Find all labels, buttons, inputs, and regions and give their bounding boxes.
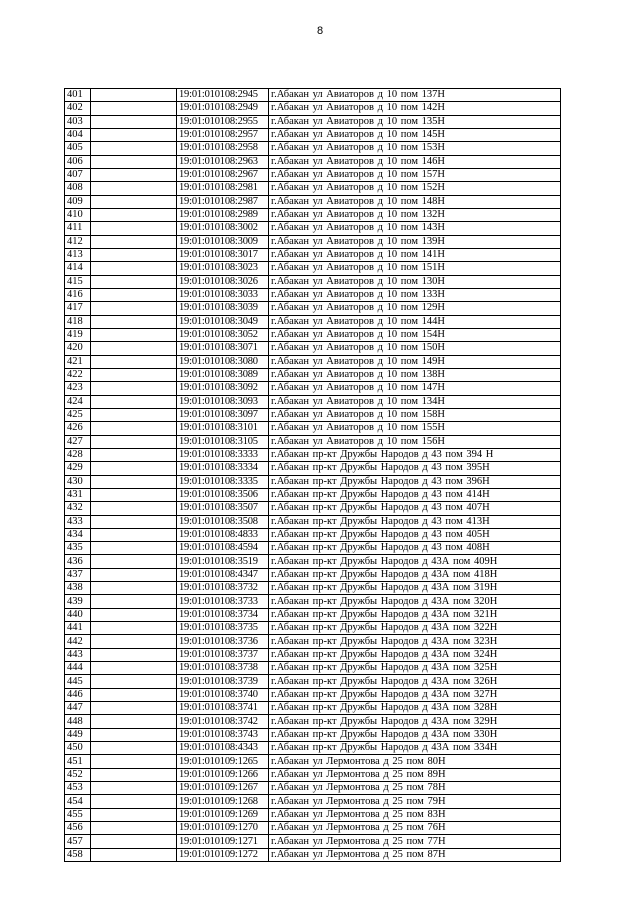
row-number-cell: 425 xyxy=(65,408,91,421)
empty-cell xyxy=(91,195,177,208)
table-row xyxy=(65,275,561,288)
row-number-cell: 429 xyxy=(65,462,91,475)
row-number-cell: 409 xyxy=(65,195,91,208)
cadastral-number-cell: 19:01:010108:3734 xyxy=(177,608,269,621)
cadastral-number-cell: 19:01:010108:2967 xyxy=(177,168,269,181)
table-row xyxy=(65,408,561,421)
row-number-cell: 442 xyxy=(65,635,91,648)
address-cell: г.Абакан пр-кт Дружбы Народов д 43 пом 407Н xyxy=(269,502,561,515)
cadastral-number-cell: 19:01:010108:3732 xyxy=(177,582,269,595)
table-row xyxy=(65,475,561,488)
empty-cell xyxy=(91,328,177,341)
address-cell: г.Абакан ул Авиаторов д 10 пом 155Н xyxy=(269,422,561,435)
row-number-cell: 444 xyxy=(65,662,91,675)
address-cell: г.Абакан ул Авиаторов д 10 пом 129Н xyxy=(269,302,561,315)
row-number-cell: 436 xyxy=(65,555,91,568)
table-row xyxy=(65,595,561,608)
row-number-cell: 450 xyxy=(65,742,91,755)
cadastral-number-cell: 19:01:010108:2958 xyxy=(177,142,269,155)
row-number-cell: 427 xyxy=(65,435,91,448)
table-row xyxy=(65,795,561,808)
table-row xyxy=(65,302,561,315)
cadastral-number-cell: 19:01:010108:3740 xyxy=(177,688,269,701)
row-number-cell: 417 xyxy=(65,302,91,315)
table-row xyxy=(65,462,561,475)
empty-cell xyxy=(91,488,177,501)
address-cell: г.Абакан пр-кт Дружбы Народов д 43А пом 418Н xyxy=(269,568,561,581)
address-cell: г.Абакан ул Авиаторов д 10 пом 148Н xyxy=(269,195,561,208)
cadastral-number-cell: 19:01:010109:1271 xyxy=(177,835,269,848)
address-cell: г.Абакан ул Авиаторов д 10 пом 142Н xyxy=(269,102,561,115)
empty-cell xyxy=(91,582,177,595)
cadastral-number-cell: 19:01:010108:2955 xyxy=(177,115,269,128)
empty-cell xyxy=(91,528,177,541)
address-cell: г.Абакан ул Авиаторов д 10 пом 135Н xyxy=(269,115,561,128)
address-cell: г.Абакан ул Авиаторов д 10 пом 143Н xyxy=(269,222,561,235)
address-cell: г.Абакан ул Лермонтова д 25 пом 87Н xyxy=(269,848,561,861)
row-number-cell: 455 xyxy=(65,808,91,821)
empty-cell xyxy=(91,515,177,528)
table-row xyxy=(65,768,561,781)
address-cell: г.Абакан пр-кт Дружбы Народов д 43 пом 405Н xyxy=(269,528,561,541)
empty-cell xyxy=(91,462,177,475)
address-cell: г.Абакан ул Авиаторов д 10 пом 137Н xyxy=(269,89,561,102)
table-row xyxy=(65,555,561,568)
table-row xyxy=(65,568,561,581)
empty-cell xyxy=(91,382,177,395)
empty-cell xyxy=(91,848,177,861)
cadastral-number-cell: 19:01:010108:3506 xyxy=(177,488,269,501)
empty-cell xyxy=(91,128,177,141)
address-cell: г.Абакан ул Авиаторов д 10 пом 133Н xyxy=(269,288,561,301)
table-row xyxy=(65,315,561,328)
table-row xyxy=(65,102,561,115)
empty-cell xyxy=(91,808,177,821)
row-number-cell: 403 xyxy=(65,115,91,128)
row-number-cell: 416 xyxy=(65,288,91,301)
table-row xyxy=(65,808,561,821)
table-row xyxy=(65,368,561,381)
cadastral-number-cell: 19:01:010108:2987 xyxy=(177,195,269,208)
address-cell: г.Абакан ул Авиаторов д 10 пом 158Н xyxy=(269,408,561,421)
cadastral-number-cell: 19:01:010108:3092 xyxy=(177,382,269,395)
empty-cell xyxy=(91,89,177,102)
address-cell: г.Абакан ул Лермонтова д 25 пом 89Н xyxy=(269,768,561,781)
cadastral-number-cell: 19:01:010108:4343 xyxy=(177,742,269,755)
empty-cell xyxy=(91,408,177,421)
empty-cell xyxy=(91,395,177,408)
row-number-cell: 401 xyxy=(65,89,91,102)
empty-cell xyxy=(91,102,177,115)
cadastral-number-cell: 19:01:010108:4833 xyxy=(177,528,269,541)
address-cell: г.Абакан ул Авиаторов д 10 пом 157Н xyxy=(269,168,561,181)
empty-cell xyxy=(91,155,177,168)
row-number-cell: 441 xyxy=(65,622,91,635)
cadastral-number-cell: 19:01:010108:3519 xyxy=(177,555,269,568)
cadastral-number-cell: 19:01:010108:3738 xyxy=(177,662,269,675)
empty-cell xyxy=(91,715,177,728)
row-number-cell: 432 xyxy=(65,502,91,515)
cadastral-number-cell: 19:01:010108:2963 xyxy=(177,155,269,168)
cadastral-number-cell: 19:01:010108:2989 xyxy=(177,208,269,221)
row-number-cell: 435 xyxy=(65,542,91,555)
row-number-cell: 423 xyxy=(65,382,91,395)
empty-cell xyxy=(91,168,177,181)
table-row xyxy=(65,742,561,755)
cadastral-number-cell: 19:01:010108:3089 xyxy=(177,368,269,381)
cadastral-number-cell: 19:01:010108:3093 xyxy=(177,395,269,408)
empty-cell xyxy=(91,262,177,275)
cadastral-number-cell: 19:01:010108:4594 xyxy=(177,542,269,555)
address-cell: г.Абакан ул Авиаторов д 10 пом 150Н xyxy=(269,342,561,355)
empty-cell xyxy=(91,208,177,221)
cadastral-number-cell: 19:01:010108:3335 xyxy=(177,475,269,488)
cadastral-number-cell: 19:01:010108:3101 xyxy=(177,422,269,435)
empty-cell xyxy=(91,422,177,435)
empty-cell xyxy=(91,275,177,288)
empty-cell xyxy=(91,235,177,248)
empty-cell xyxy=(91,142,177,155)
cadastral-number-cell: 19:01:010108:3105 xyxy=(177,435,269,448)
table-row xyxy=(65,382,561,395)
cadastral-number-cell: 19:01:010108:3334 xyxy=(177,462,269,475)
table-row xyxy=(65,715,561,728)
row-number-cell: 457 xyxy=(65,835,91,848)
table-row xyxy=(65,128,561,141)
empty-cell xyxy=(91,288,177,301)
cadastral-number-cell: 19:01:010108:3023 xyxy=(177,262,269,275)
cadastral-number-cell: 19:01:010108:3080 xyxy=(177,355,269,368)
table-row xyxy=(65,195,561,208)
table-row xyxy=(65,822,561,835)
empty-cell xyxy=(91,702,177,715)
address-cell: г.Абакан ул Авиаторов д 10 пом 147Н xyxy=(269,382,561,395)
row-number-cell: 424 xyxy=(65,395,91,408)
address-cell: г.Абакан пр-кт Дружбы Народов д 43А пом 324Н xyxy=(269,648,561,661)
row-number-cell: 420 xyxy=(65,342,91,355)
property-registry-table xyxy=(64,88,561,862)
cadastral-number-cell: 19:01:010108:3033 xyxy=(177,288,269,301)
table-row xyxy=(65,168,561,181)
table-row xyxy=(65,208,561,221)
empty-cell xyxy=(91,222,177,235)
empty-cell xyxy=(91,448,177,461)
address-cell: г.Абакан пр-кт Дружбы Народов д 43А пом 320Н xyxy=(269,595,561,608)
empty-cell xyxy=(91,822,177,835)
table-row xyxy=(65,582,561,595)
address-cell: г.Абакан пр-кт Дружбы Народов д 43 пом 414Н xyxy=(269,488,561,501)
row-number-cell: 447 xyxy=(65,702,91,715)
row-number-cell: 406 xyxy=(65,155,91,168)
page-number: 8 xyxy=(316,25,324,37)
row-number-cell: 411 xyxy=(65,222,91,235)
table-row xyxy=(65,848,561,861)
table-row xyxy=(65,622,561,635)
row-number-cell: 430 xyxy=(65,475,91,488)
address-cell: г.Абакан пр-кт Дружбы Народов д 43А пом 326Н xyxy=(269,675,561,688)
cadastral-number-cell: 19:01:010108:3741 xyxy=(177,702,269,715)
cadastral-number-cell: 19:01:010108:3009 xyxy=(177,235,269,248)
cadastral-number-cell: 19:01:010108:3736 xyxy=(177,635,269,648)
empty-cell xyxy=(91,635,177,648)
table-row xyxy=(65,262,561,275)
table-row xyxy=(65,608,561,621)
empty-cell xyxy=(91,342,177,355)
address-cell: г.Абакан ул Авиаторов д 10 пом 152Н xyxy=(269,182,561,195)
empty-cell xyxy=(91,662,177,675)
table-row xyxy=(65,422,561,435)
cadastral-number-cell: 19:01:010109:1266 xyxy=(177,768,269,781)
table-row xyxy=(65,702,561,715)
table-row xyxy=(65,688,561,701)
empty-cell xyxy=(91,115,177,128)
row-number-cell: 415 xyxy=(65,275,91,288)
cadastral-number-cell: 19:01:010108:3017 xyxy=(177,248,269,261)
table-row xyxy=(65,248,561,261)
cadastral-number-cell: 19:01:010108:3737 xyxy=(177,648,269,661)
address-cell: г.Абакан ул Авиаторов д 10 пом 156Н xyxy=(269,435,561,448)
address-cell: г.Абакан пр-кт Дружбы Народов д 43А пом 409Н xyxy=(269,555,561,568)
empty-cell xyxy=(91,502,177,515)
address-cell: г.Абакан пр-кт Дружбы Народов д 43 пом 396Н xyxy=(269,475,561,488)
row-number-cell: 448 xyxy=(65,715,91,728)
row-number-cell: 449 xyxy=(65,728,91,741)
empty-cell xyxy=(91,768,177,781)
row-number-cell: 431 xyxy=(65,488,91,501)
table-row xyxy=(65,142,561,155)
table-row xyxy=(65,182,561,195)
row-number-cell: 453 xyxy=(65,782,91,795)
address-cell: г.Абакан ул Авиаторов д 10 пом 134Н xyxy=(269,395,561,408)
address-cell: г.Абакан пр-кт Дружбы Народов д 43А пом 330Н xyxy=(269,728,561,741)
row-number-cell: 405 xyxy=(65,142,91,155)
cadastral-number-cell: 19:01:010108:2957 xyxy=(177,128,269,141)
address-cell: г.Абакан ул Авиаторов д 10 пом 139Н xyxy=(269,235,561,248)
table-row xyxy=(65,155,561,168)
address-cell: г.Абакан пр-кт Дружбы Народов д 43 пом 408Н xyxy=(269,542,561,555)
cadastral-number-cell: 19:01:010109:1265 xyxy=(177,755,269,768)
row-number-cell: 439 xyxy=(65,595,91,608)
address-cell: г.Абакан ул Авиаторов д 10 пом 154Н xyxy=(269,328,561,341)
address-cell: г.Абакан ул Авиаторов д 10 пом 132Н xyxy=(269,208,561,221)
row-number-cell: 451 xyxy=(65,755,91,768)
row-number-cell: 408 xyxy=(65,182,91,195)
cadastral-number-cell: 19:01:010108:3039 xyxy=(177,302,269,315)
cadastral-number-cell: 19:01:010108:3739 xyxy=(177,675,269,688)
address-cell: г.Абакан пр-кт Дружбы Народов д 43А пом 321Н xyxy=(269,608,561,621)
row-number-cell: 434 xyxy=(65,528,91,541)
table-row xyxy=(65,782,561,795)
address-cell: г.Абакан ул Авиаторов д 10 пом 141Н xyxy=(269,248,561,261)
table-row xyxy=(65,355,561,368)
table-row xyxy=(65,342,561,355)
address-cell: г.Абакан пр-кт Дружбы Народов д 43А пом 319Н xyxy=(269,582,561,595)
cadastral-number-cell: 19:01:010108:2981 xyxy=(177,182,269,195)
cadastral-number-cell: 19:01:010108:3742 xyxy=(177,715,269,728)
empty-cell xyxy=(91,355,177,368)
address-cell: г.Абакан пр-кт Дружбы Народов д 43А пом 334Н xyxy=(269,742,561,755)
table-row xyxy=(65,528,561,541)
row-number-cell: 437 xyxy=(65,568,91,581)
empty-cell xyxy=(91,315,177,328)
address-cell: г.Абакан ул Лермонтова д 25 пом 83Н xyxy=(269,808,561,821)
table-row xyxy=(65,502,561,515)
empty-cell xyxy=(91,568,177,581)
row-number-cell: 443 xyxy=(65,648,91,661)
address-cell: г.Абакан ул Авиаторов д 10 пом 149Н xyxy=(269,355,561,368)
row-number-cell: 426 xyxy=(65,422,91,435)
empty-cell xyxy=(91,368,177,381)
cadastral-number-cell: 19:01:010108:3333 xyxy=(177,448,269,461)
cadastral-number-cell: 19:01:010108:3002 xyxy=(177,222,269,235)
empty-cell xyxy=(91,435,177,448)
cadastral-number-cell: 19:01:010108:3049 xyxy=(177,315,269,328)
cadastral-number-cell: 19:01:010108:3071 xyxy=(177,342,269,355)
empty-cell xyxy=(91,755,177,768)
empty-cell xyxy=(91,795,177,808)
table-row xyxy=(65,675,561,688)
row-number-cell: 433 xyxy=(65,515,91,528)
address-cell: г.Абакан ул Авиаторов д 10 пом 145Н xyxy=(269,128,561,141)
empty-cell xyxy=(91,608,177,621)
table-row xyxy=(65,115,561,128)
table-row xyxy=(65,648,561,661)
table-row xyxy=(65,222,561,235)
empty-cell xyxy=(91,622,177,635)
table-row xyxy=(65,515,561,528)
empty-cell xyxy=(91,742,177,755)
row-number-cell: 421 xyxy=(65,355,91,368)
table-row xyxy=(65,835,561,848)
table-row xyxy=(65,448,561,461)
row-number-cell: 410 xyxy=(65,208,91,221)
address-cell: г.Абакан пр-кт Дружбы Народов д 43А пом 322Н xyxy=(269,622,561,635)
row-number-cell: 422 xyxy=(65,368,91,381)
cadastral-number-cell: 19:01:010109:1267 xyxy=(177,782,269,795)
cadastral-number-cell: 19:01:010108:3026 xyxy=(177,275,269,288)
table-row xyxy=(65,435,561,448)
cadastral-number-cell: 19:01:010108:3052 xyxy=(177,328,269,341)
cadastral-number-cell: 19:01:010109:1268 xyxy=(177,795,269,808)
table-row xyxy=(65,89,561,102)
address-cell: г.Абакан ул Лермонтова д 25 пом 76Н xyxy=(269,822,561,835)
row-number-cell: 407 xyxy=(65,168,91,181)
address-cell: г.Абакан ул Авиаторов д 10 пом 151Н xyxy=(269,262,561,275)
row-number-cell: 418 xyxy=(65,315,91,328)
address-cell: г.Абакан пр-кт Дружбы Народов д 43 пом 394 Н xyxy=(269,448,561,461)
address-cell: г.Абакан ул Авиаторов д 10 пом 146Н xyxy=(269,155,561,168)
row-number-cell: 454 xyxy=(65,795,91,808)
empty-cell xyxy=(91,182,177,195)
row-number-cell: 402 xyxy=(65,102,91,115)
row-number-cell: 456 xyxy=(65,822,91,835)
table-row xyxy=(65,542,561,555)
empty-cell xyxy=(91,475,177,488)
cadastral-number-cell: 19:01:010109:1269 xyxy=(177,808,269,821)
table-row xyxy=(65,488,561,501)
table-row xyxy=(65,635,561,648)
row-number-cell: 452 xyxy=(65,768,91,781)
address-cell: г.Абакан пр-кт Дружбы Народов д 43 пом 413Н xyxy=(269,515,561,528)
address-cell: г.Абакан пр-кт Дружбы Народов д 43А пом 323Н xyxy=(269,635,561,648)
row-number-cell: 438 xyxy=(65,582,91,595)
address-cell: г.Абакан ул Авиаторов д 10 пом 130Н xyxy=(269,275,561,288)
address-cell: г.Абакан пр-кт Дружбы Народов д 43А пом 329Н xyxy=(269,715,561,728)
cadastral-number-cell: 19:01:010108:3733 xyxy=(177,595,269,608)
empty-cell xyxy=(91,648,177,661)
address-cell: г.Абакан ул Лермонтова д 25 пом 79Н xyxy=(269,795,561,808)
row-number-cell: 412 xyxy=(65,235,91,248)
empty-cell xyxy=(91,555,177,568)
cadastral-number-cell: 19:01:010108:3735 xyxy=(177,622,269,635)
empty-cell xyxy=(91,688,177,701)
empty-cell xyxy=(91,675,177,688)
empty-cell xyxy=(91,542,177,555)
cadastral-number-cell: 19:01:010108:3097 xyxy=(177,408,269,421)
cadastral-number-cell: 19:01:010109:1272 xyxy=(177,848,269,861)
table-row xyxy=(65,328,561,341)
row-number-cell: 414 xyxy=(65,262,91,275)
address-cell: г.Абакан ул Авиаторов д 10 пом 138Н xyxy=(269,368,561,381)
cadastral-number-cell: 19:01:010108:2945 xyxy=(177,89,269,102)
empty-cell xyxy=(91,728,177,741)
row-number-cell: 446 xyxy=(65,688,91,701)
cadastral-number-cell: 19:01:010109:1270 xyxy=(177,822,269,835)
address-cell: г.Абакан пр-кт Дружбы Народов д 43А пом 328Н xyxy=(269,702,561,715)
address-cell: г.Абакан ул Лермонтова д 25 пом 78Н xyxy=(269,782,561,795)
table-row xyxy=(65,728,561,741)
empty-cell xyxy=(91,248,177,261)
empty-cell xyxy=(91,782,177,795)
cadastral-number-cell: 19:01:010108:3507 xyxy=(177,502,269,515)
table-row xyxy=(65,235,561,248)
address-cell: г.Абакан пр-кт Дружбы Народов д 43А пом 327Н xyxy=(269,688,561,701)
row-number-cell: 458 xyxy=(65,848,91,861)
address-cell: г.Абакан пр-кт Дружбы Народов д 43 пом 395Н xyxy=(269,462,561,475)
address-cell: г.Абакан пр-кт Дружбы Народов д 43А пом 325Н xyxy=(269,662,561,675)
address-cell: г.Абакан ул Лермонтова д 25 пом 77Н xyxy=(269,835,561,848)
table-row xyxy=(65,395,561,408)
row-number-cell: 404 xyxy=(65,128,91,141)
row-number-cell: 440 xyxy=(65,608,91,621)
registry-body xyxy=(65,89,561,862)
cadastral-number-cell: 19:01:010108:3743 xyxy=(177,728,269,741)
row-number-cell: 413 xyxy=(65,248,91,261)
row-number-cell: 419 xyxy=(65,328,91,341)
table-row xyxy=(65,662,561,675)
address-cell: г.Абакан ул Авиаторов д 10 пом 144Н xyxy=(269,315,561,328)
cadastral-number-cell: 19:01:010108:4347 xyxy=(177,568,269,581)
row-number-cell: 445 xyxy=(65,675,91,688)
row-number-cell: 428 xyxy=(65,448,91,461)
cadastral-number-cell: 19:01:010108:2949 xyxy=(177,102,269,115)
address-cell: г.Абакан ул Лермонтова д 25 пом 80Н xyxy=(269,755,561,768)
empty-cell xyxy=(91,595,177,608)
cadastral-number-cell: 19:01:010108:3508 xyxy=(177,515,269,528)
address-cell: г.Абакан ул Авиаторов д 10 пом 153Н xyxy=(269,142,561,155)
empty-cell xyxy=(91,835,177,848)
table-row xyxy=(65,288,561,301)
table-row xyxy=(65,755,561,768)
empty-cell xyxy=(91,302,177,315)
